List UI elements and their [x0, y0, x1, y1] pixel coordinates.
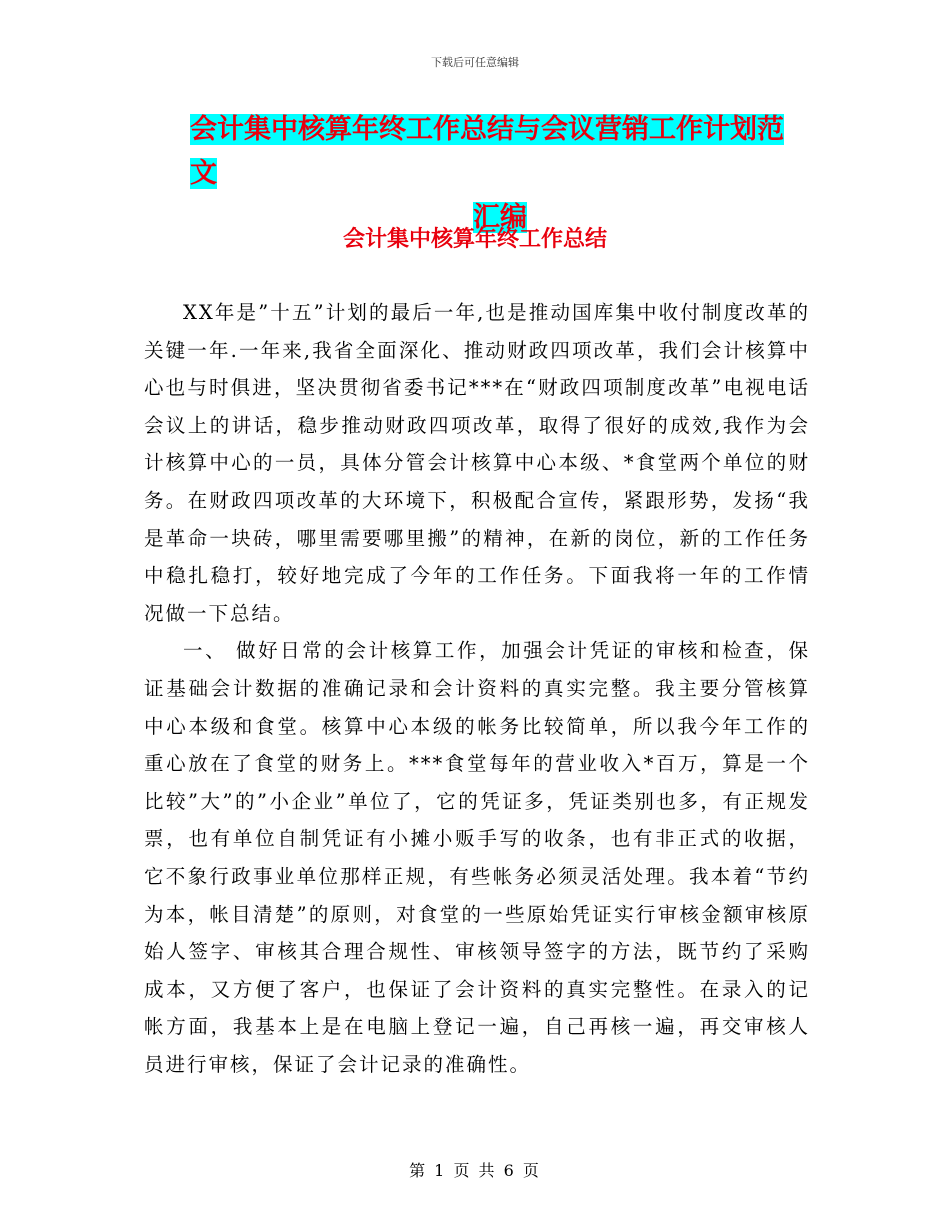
page-number: 第 1 页 共 6 页	[409, 1161, 541, 1180]
document-title-line2: 汇编	[473, 202, 527, 233]
header-note: 下载后可任意编辑	[431, 56, 519, 69]
paragraph: 一、 做好日常的会计核算工作，加强会计凭证的审核和检查，保证基础会计数据的准确记录和会计资料的真实完整。我主要分管核算中心本级和食堂。核算中心本级的帐务比较简单，所以我今年工作的重心放在了食堂的财务上。***食堂每年的营业收入*百万，算是一个比较”大”的”小企业”单位了，它的凭证多，凭证类别也多，有正规发票，也有单位自制凭证有小摊小贩手写的收条，也有非正式的收据，它不象行政事业单位那样正规，有些帐务必须灵活处理。我本着“节约为本，帐目清楚”的原则，对食堂的一些原始凭证实行审核金额审核原始人签字、审核其合理合规性、审核领导签字的方法，既节约了采购成本，又方便了客户，也保证了会计资料的真实完整性。在录入的记帐方面，我基本上是在电脑上登记一遍，自己再核一遍，再交审核人员进行审核，保证了会计记录的准确性。	[144, 639, 810, 1076]
section-title: 会计集中核算年终工作总结	[342, 227, 607, 252]
body-text	[144, 294, 810, 1083]
paragraph: XX年是”十五”计划的最后一年,也是推动国库集中收付制度改革的关键一年.一年来,我省全面深化、推动财政四项改革，我们会计核算中心也与时俱进，坚决贯彻省委书记***在“财政四项制度改革”电视电话会议上的讲话，稳步推动财政四项改革，取得了很好的成效,我作为会计核算中心的一员，具体分管会计核算中心本级、*食堂两个单位的财务。在财政四项改革的大环境下，积极配合宣传，紧跟形势，发扬“我是革命一块砖，哪里需要哪里搬”的精神，在新的岗位，新的工作任务中稳扎稳打，较好地完成了今年的工作任务。下面我将一年的工作情况做一下总结。	[144, 301, 810, 625]
document-title-line1: 会计集中核算年终工作总结与会议营销工作计划范文	[190, 114, 784, 189]
document-title	[190, 108, 810, 240]
